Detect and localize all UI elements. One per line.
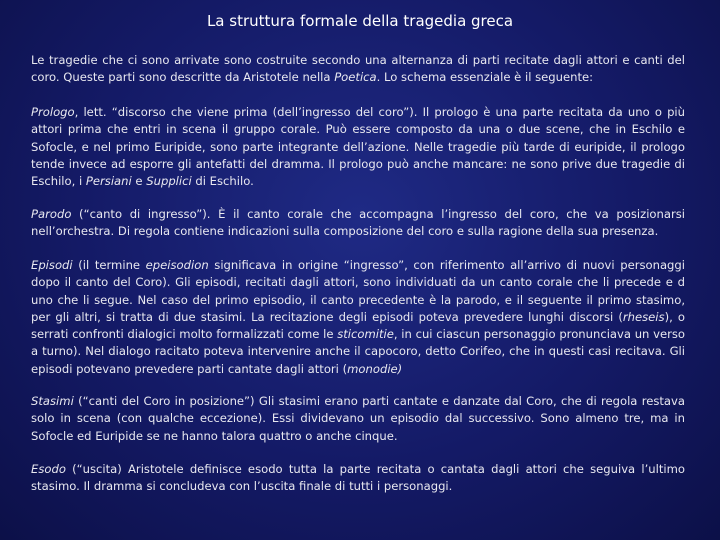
prologo-supplici: Supplici bbox=[146, 174, 192, 189]
prologo-term: Prologo bbox=[31, 105, 75, 119]
parodo-paragraph bbox=[31, 206, 685, 241]
esodo-paragraph bbox=[31, 461, 685, 496]
episodi-text-3: ), o serrati confronti dialogici molto formalizzati come le bbox=[31, 309, 685, 342]
episodi-text-2: significava in origine “ingresso”, con riferimento all’arrivo di nuovi personaggi dopo il canto del Coro). Gli episodi, recitati dagli attori, sono individuati da un canto corale che li precede e d uno che li segue. Nel caso del primo episodio, il canto precedente è la parodo, e il seguente il primo stasimo, per gli altri, si tratta di due stasimi. La recitazione degli episodi poteva prevedere lunghi discorsi ( bbox=[31, 258, 685, 324]
episodi-epeisodion: epeisodion bbox=[145, 258, 209, 272]
intro-text-2: . Lo schema essenziale è il seguente: bbox=[376, 70, 594, 85]
slide-title: La struttura formale della tragedia greca bbox=[206, 12, 514, 30]
episodi-rheseis: rheseis bbox=[622, 309, 665, 324]
prologo-persiani: Persiani bbox=[85, 174, 132, 189]
esodo-term: Esodo bbox=[31, 462, 66, 476]
episodi-monodie: monodie) bbox=[347, 361, 403, 376]
episodi-text-1: (il termine bbox=[72, 258, 146, 272]
prologo-text-3: di Eschilo. bbox=[191, 174, 254, 189]
stasimi-paragraph bbox=[31, 393, 685, 445]
stasimi-term: Stasimi bbox=[31, 394, 74, 408]
prologo-paragraph bbox=[31, 104, 685, 190]
intro-text-1: Le tragedie che ci sono arrivate sono costruite secondo una alternanza di parti recitate dagli attori e canti del coro. Queste parti sono descritte da Aristotele nella bbox=[31, 53, 685, 85]
episodi-paragraph bbox=[31, 257, 685, 378]
stasimi-text: (“canti del Coro in posizione”) Gli stasimi erano parti cantate e danzate dal Coro, che di regola restava solo in scena (con qualche eccezione). Essi dividevano un episodio dal successivo. Sono almeno tre, ma in Sofocle ed Euripide se ne hanno talora quattro o anche cinque. bbox=[31, 394, 685, 443]
intro-paragraph bbox=[31, 52, 685, 87]
parodo-term: Parodo bbox=[31, 207, 72, 221]
intro-poetica: Poetica bbox=[334, 70, 377, 85]
parodo-text: (“canto di ingresso”). È il canto corale che accompagna l’ingresso del coro, che va posizionarsi nell’orchestra. Di regola contiene indicazioni sulla composizione del coro e sulla ragione della sua presenza. bbox=[31, 207, 685, 239]
episodi-sticomitie: sticomitie bbox=[337, 327, 394, 342]
episodi-text-4: , in cui ciascun personaggio pronunciava un verso a turno). Nel dialogo racitato poteva intervenire anche il capocoro, detto Corifeo, che in questi casi recitava. Gli episodi potevano prevedere parti cantate dagli attori ( bbox=[31, 327, 685, 376]
episodi-term: Episodi bbox=[31, 258, 73, 272]
prologo-text-2: e bbox=[131, 174, 147, 189]
prologo-text-1: , lett. “discorso che viene prima (dell’ingresso del coro”). Il prologo è una parte recitata da uno o più attori prima che entri in scena il gruppo corale. Può essere composto da una o due scene, che in Eschilo e Sofocle, e nel primo Euripide, sono parte integrante dell’azione. Nelle tragedie più tarde di euripide, il prologo tende invece ad esporre gli antefatti del dramma. Il prologo può anche mancare: ne sono prive due tragedie di Eschilo, i bbox=[31, 105, 685, 189]
esodo-text: (“uscita) Aristotele definisce esodo tutta la parte recitata o cantata dagli attori che seguiva l’ultimo stasimo. Il dramma si concludeva con l’uscita finale di tutti i personaggi. bbox=[31, 462, 685, 494]
